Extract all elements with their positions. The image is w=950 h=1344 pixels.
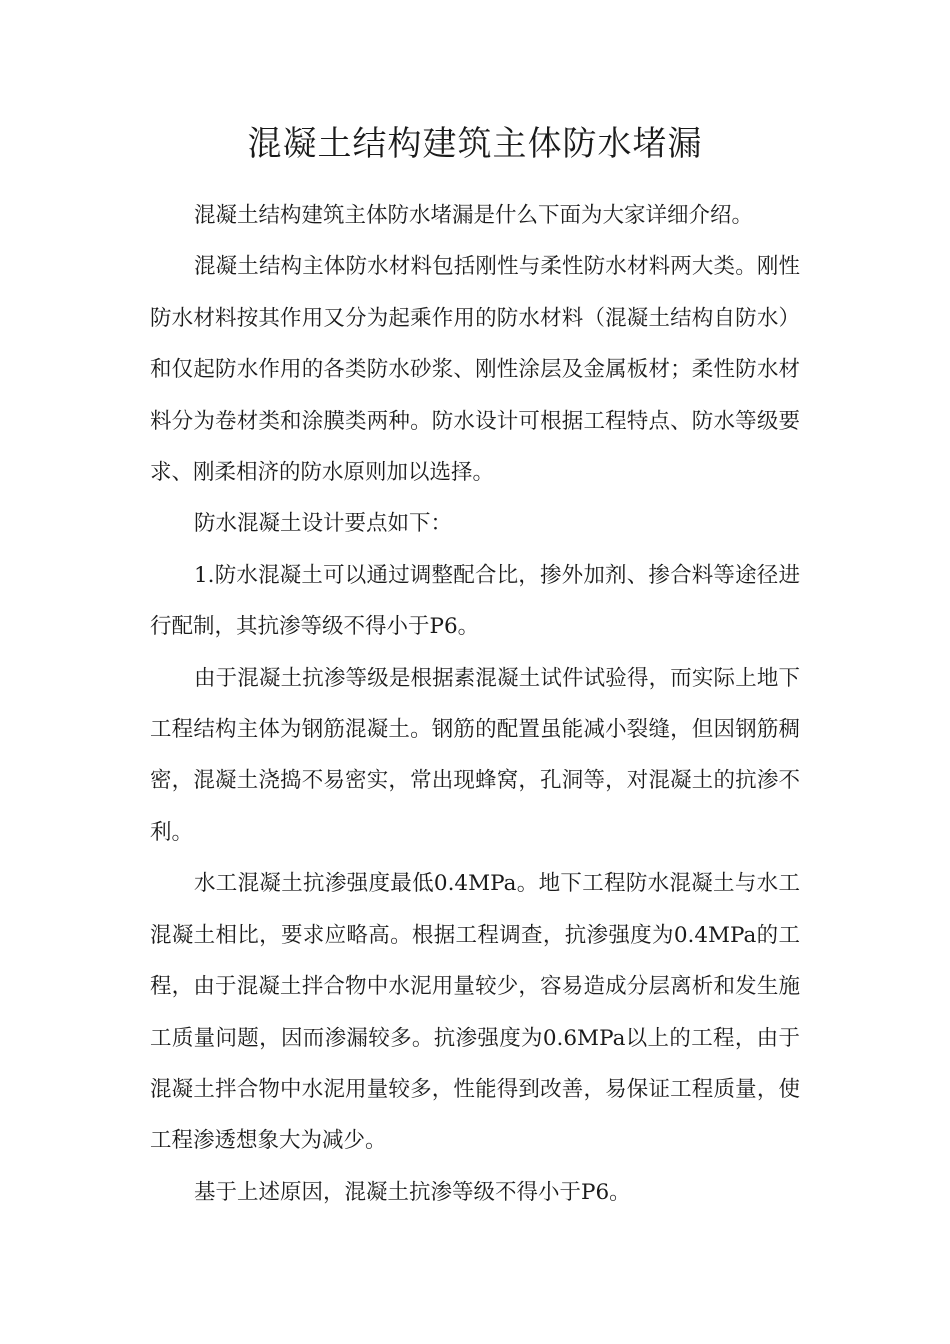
paragraph-conclusion: 基于上述原因，混凝土抗渗等级不得小于P6。	[194, 1179, 631, 1205]
document-title: 混凝土结构建筑主体防水堵漏	[247, 124, 703, 164]
document-body	[150, 190, 800, 1218]
paragraph-point-1: 1.防水混凝土可以通过调整配合比，掺外加剂、掺合料等途径进行配制，其抗渗等级不得小于P6。	[150, 562, 800, 640]
paragraph-materials: 混凝土结构主体防水材料包括刚性与柔性防水材料两大类。刚性防水材料按其作用又分为起乘作用的防水材料（混凝土结构自防水）和仅起防水作用的各类防水砂浆、刚性涂层及金属板材；柔性防水材料分为卷材类和涂膜类两种。防水设计可根据工程特点、防水等级要求、刚柔相济的防水原则加以选择。	[150, 254, 800, 486]
paragraph-reinforcement: 由于混凝土抗渗等级是根据素混凝土试件试验得，而实际上地下工程结构主体为钢筋混凝土。钢筋的配置虽能减小裂缝，但因钢筋稠密，混凝土浇捣不易密实，常出现蜂窝，孔洞等，对混凝土的抗渗不利。	[150, 665, 800, 845]
paragraph-intro: 混凝土结构建筑主体防水堵漏是什么下面为大家详细介绍。	[194, 203, 754, 228]
paragraph-design-points-heading: 防水混凝土设计要点如下：	[194, 511, 453, 537]
paragraph-permeability-strength: 水工混凝土抗渗强度最低0.4MPa。地下工程防水混凝土与水工混凝土相比，要求应略高。根据工程调查，抗渗强度为0.4MPa的工程，由于混凝土拌合物中水泥用量较少，容易造成分层离析和发生施工质量问题，因而渗漏较多。抗渗强度为0.6MPa以上的工程，由于混凝土拌合物中水泥用量较多，性能得到改善，易保证工程质量，使工程渗透想象大为减少。	[150, 871, 800, 1154]
